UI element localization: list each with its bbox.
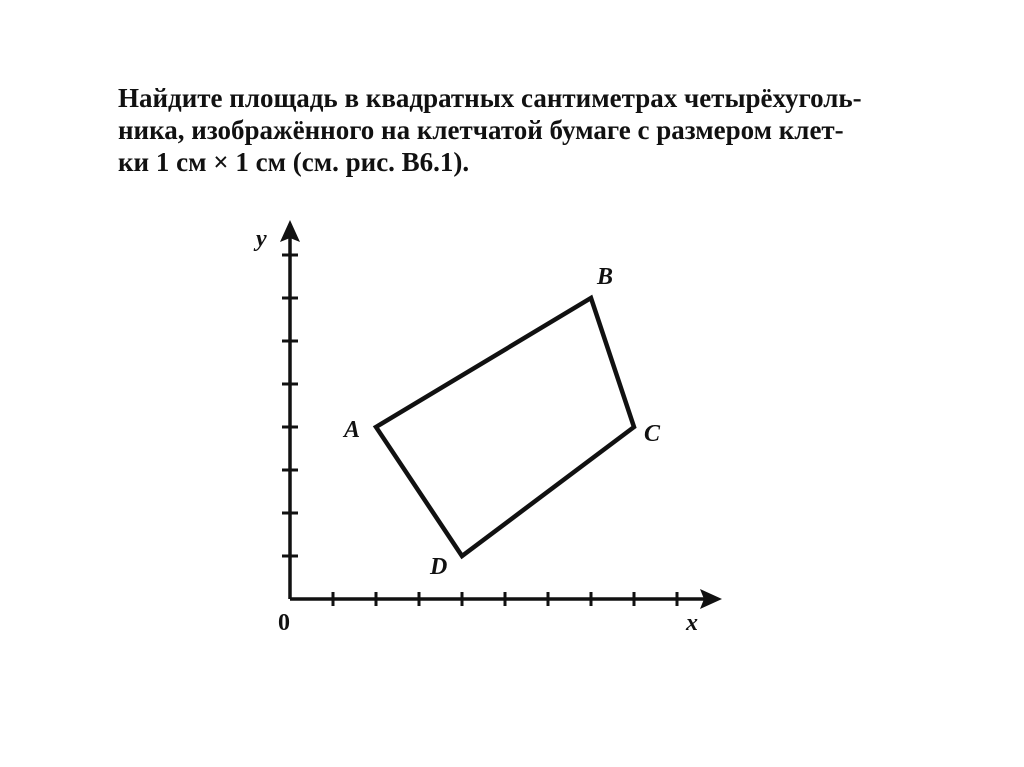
problem-line-3: ки 1 см × 1 см (см. рис. В6.1). [118,147,470,177]
vertex-label-a: A [344,417,361,443]
origin-label: 0 [278,610,290,636]
vertex-label-c: C [644,421,661,447]
quadrilateral-abcd [376,298,634,556]
vertex-label-b: B [597,264,614,290]
x-axis-label: x [686,610,698,636]
problem-line-2: ника, изображённого на клетчатой бумаге с размером клет- [118,115,844,145]
y-axis-label: y [256,226,267,252]
vertex-label-d: D [430,554,448,580]
problem-line-1: Найдите площадь в квадратных сантиметрах четырёхуголь- [118,83,862,113]
